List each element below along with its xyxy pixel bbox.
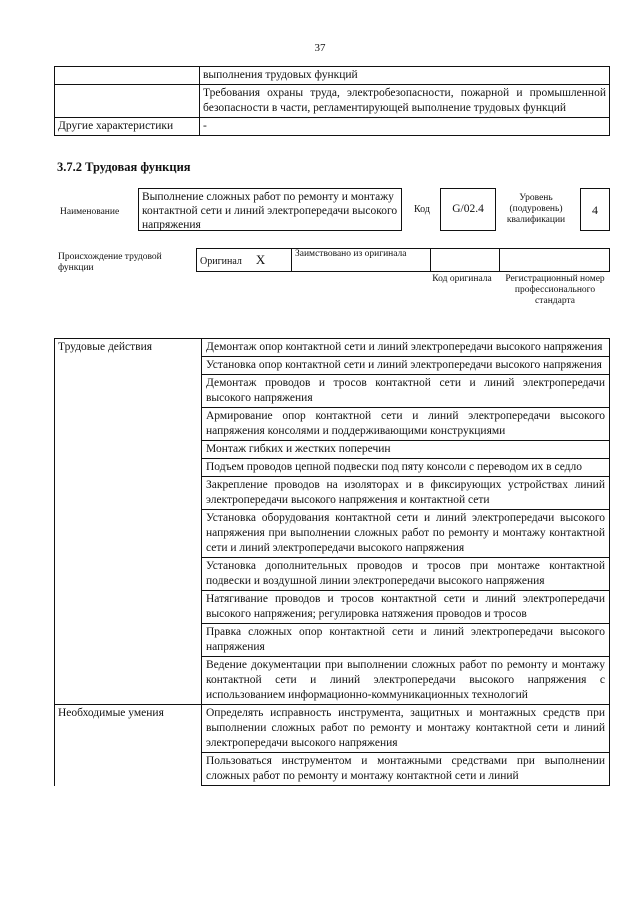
labor-action: Монтаж гибких и жестких поперечин [202, 441, 610, 459]
labor-action: Ведение документации при выполнении сложных работ по ремонту и монтажу контактной сети и линий электропередачи высокого напряжения с использованием информационно-коммуникационных технологий [202, 657, 610, 705]
origin-table [196, 248, 610, 272]
row-text: выполнения трудовых функций [200, 67, 610, 85]
row-text: Требования охраны труда, электробезопасности, пожарной и промышленной безопасности в части, регламентирующей выполнение трудовых функций [200, 85, 610, 118]
labor-action: Установка опор контактной сети и линий электропередачи высокого напряжения [202, 357, 610, 375]
table-row [197, 249, 610, 272]
reg-number-cell [500, 249, 610, 272]
table-row [55, 441, 610, 459]
table-row [55, 375, 610, 408]
original-cell [197, 249, 292, 272]
skill: Определять исправность инструмента, защитных и монтажных средств при выполнении сложных работ по ремонту и монтажу контактной сети и линий электропередачи высокого напряжения [202, 705, 610, 753]
table-row [55, 118, 610, 136]
level-box: 4 [580, 188, 610, 231]
table-row [55, 67, 610, 85]
name-label: Наименование [60, 207, 120, 217]
table-row [55, 624, 610, 657]
code-label: Код [414, 204, 430, 215]
table-row [55, 477, 610, 510]
origin-label: Происхождение трудовой функции [58, 252, 162, 273]
labor-action: Закрепление проводов на изоляторах и в фиксирующих устройствах линий электропередачи высокого напряжения и контактной сети [202, 477, 610, 510]
table-row [55, 459, 610, 477]
table-row [55, 591, 610, 624]
row-text: - [200, 118, 610, 136]
skills-label: Необходимые умения [55, 705, 202, 753]
table-row [55, 408, 610, 441]
code-original-cell [431, 249, 500, 272]
table-row [55, 753, 610, 786]
original-label: Оригинал [200, 256, 242, 267]
table-row [55, 357, 610, 375]
skill: Пользоваться инструментом и монтажными средствами при выполнении сложных работ по ремонту и монтажу контактной сети и линий [202, 753, 610, 786]
table-row [55, 558, 610, 591]
labor-action: Подъем проводов цепной подвески под пяту консоли с переводом их в седло [202, 459, 610, 477]
function-name-box: Выполнение сложных работ по ремонту и монтажу контактной сети и линий электропередачи высокого напряжения [138, 188, 402, 231]
labor-action: Демонтаж проводов и тросов контактной сети и линий электропередачи высокого напряжения [202, 375, 610, 408]
section-title: 3.7.2 Трудовая функция [57, 160, 191, 174]
page-number: 37 [314, 42, 326, 54]
labor-action: Демонтаж опор контактной сети и линий электропередачи высокого напряжения [202, 339, 610, 357]
reg-number-label: Регистрационный номер профессионального стандарта [505, 274, 605, 306]
borrowed-cell: Заимствовано из оригинала [292, 249, 431, 272]
level-label: Уровень (подуровень) квалификации [506, 193, 566, 225]
labor-action: Установка дополнительных проводов и тросов при монтаже контактной подвески и воздушной линии электропередачи высокого напряжения [202, 558, 610, 591]
table-row [55, 510, 610, 558]
labor-action: Натягивание проводов и тросов контактной сети и линий электропередачи высокого напряжения; регулировка натяжения проводов и тросов [202, 591, 610, 624]
labor-action: Армирование опор контактной сети и линий электропередачи высокого напряжения консолями и поддерживающими конструкциями [202, 408, 610, 441]
row-label: Другие характеристики [55, 118, 200, 136]
row-label [55, 85, 200, 118]
table-row [55, 705, 610, 753]
labor-actions-label: Трудовые действия [55, 339, 202, 357]
labor-action: Установка оборудования контактной сети и линий электропередачи высокого напряжения при выполнении сложных работ по ремонту и монтажу контактной сети и линий электропередачи высокого напряжения [202, 510, 610, 558]
top-continuation-table [54, 66, 610, 136]
code-original-label: Код оригинала [432, 274, 492, 284]
row-label [55, 67, 200, 85]
labor-function-table [54, 338, 610, 786]
labor-action: Правка сложных опор контактной сети и линий электропередачи высокого напряжения [202, 624, 610, 657]
table-row [55, 85, 610, 118]
code-box: G/02.4 [440, 188, 496, 231]
original-mark: X [255, 252, 266, 267]
table-row [55, 657, 610, 705]
table-row [55, 339, 610, 357]
